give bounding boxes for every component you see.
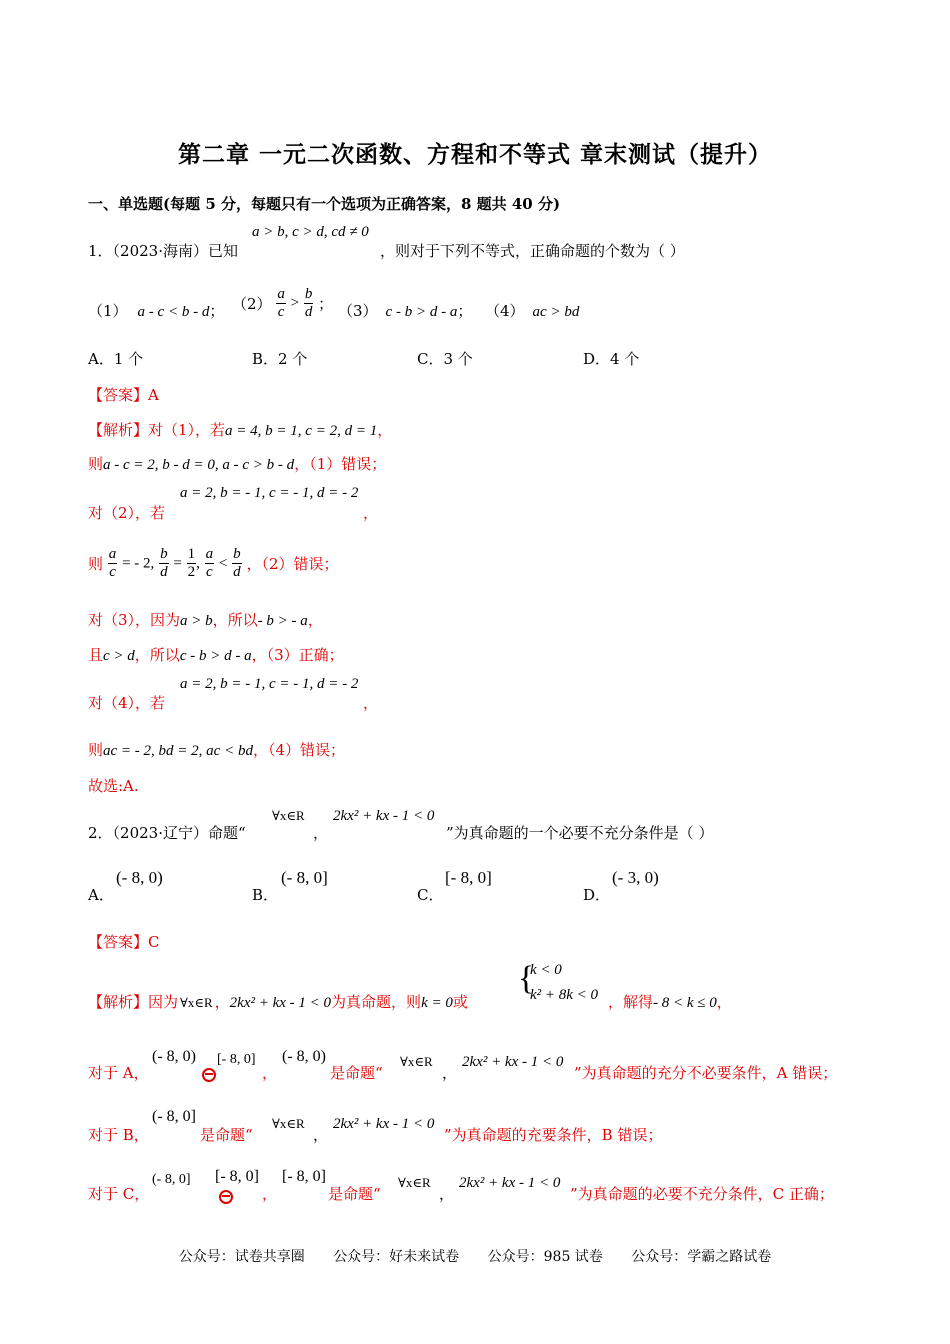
q2-suffix: ”为真命题的一个必要不充分条件是（ ） [446, 824, 714, 842]
q2-analysis-a-comma: ， [442, 1064, 458, 1082]
q1-option-c[interactable]: C．3 个 [417, 350, 473, 368]
q2-option-c-label[interactable]: C． [417, 886, 444, 904]
q2-analysis-b-ineq: 2kx² + kx - 1 < 0 [333, 1116, 435, 1132]
footer-item: 公众号：985 试卷 [487, 1249, 603, 1265]
footer-item: 公众号：学霸之路试卷 [631, 1249, 772, 1265]
q2-forall: ∀x∈R [272, 808, 305, 823]
q1-analysis-line-7: 对（4），若 [88, 694, 166, 712]
q2-analysis-c-set2: [- 8, 0] [215, 1168, 259, 1185]
q2-analysis-a-set3: (- 8, 0) [282, 1048, 326, 1065]
q2-analysis-c-sep: ， [262, 1185, 278, 1203]
q1-analysis-line-3-expr: a = 2, b = - 1, c = - 1, d = - 2 [180, 485, 359, 501]
q2-analysis-c-comma: ， [439, 1185, 455, 1203]
q2-option-d-value: (- 3, 0) [612, 868, 659, 887]
subset-arrow-icon [202, 1068, 216, 1082]
q2-analysis-a-forall: ∀x∈R [400, 1054, 433, 1069]
q1-analysis-line-3-end: ， [363, 504, 379, 522]
q2-inequality: 2kx² + kx - 1 < 0 [333, 808, 435, 824]
q2-analysis-c-mid: 是命题“ [328, 1185, 381, 1203]
q2-prefix: 2．（2023·辽宁）命题“ [88, 824, 246, 842]
system-brace: { [518, 960, 535, 997]
q2-analysis-a-set1: (- 8, 0) [152, 1048, 196, 1065]
q1-analysis-line-1: 【解析】对（1），若a = 4, b = 1, c = 2, d = 1， [88, 421, 393, 439]
q2-answer: 【答案】C [88, 933, 160, 951]
footer-item: 公众号：好未来试卷 [333, 1249, 460, 1265]
q1-analysis-line-4: 则 $\frac{a}{c}$ = - 2, $\frac{b}{d}$ = $\frac{1}{2}$ , $\frac{a}{c}$ < $\frac{b}{d}$ ，（2）错误； [88, 546, 339, 580]
q2-analysis-b: 对于 B， [88, 1126, 149, 1144]
q2-analysis-c-set3: [- 8, 0] [282, 1168, 326, 1185]
q2-analysis-b-mid: 是命题“ [200, 1126, 253, 1144]
q1-item-2: （2） $\frac{a}{c}$ > $\frac{b}{d}$ ； [232, 286, 334, 320]
q2-analysis-b-end: ”为真命题的充要条件，B 错误； [444, 1126, 663, 1144]
q1-analysis-line-3: 对（2），若 [88, 504, 166, 522]
q1-suffix: ，则对于下列不等式，正确命题的个数为（ ） [380, 242, 685, 260]
q2-system-line-1: k < 0 [530, 962, 562, 978]
q2-option-a-label[interactable]: A． [88, 886, 114, 904]
q2-analysis-a-end: ”为真命题的充分不必要条件，A 错误； [574, 1064, 838, 1082]
q1-item-4: （4） ac > bd [485, 302, 580, 320]
q2-analysis-b-forall: ∀x∈R [272, 1116, 305, 1131]
q1-analysis-line-7-end: ， [363, 694, 379, 712]
q1-condition: a > b, c > d, cd ≠ 0 [252, 224, 369, 240]
q2-option-c-value: [- 8, 0] [445, 868, 492, 887]
q2-analysis-a: 对于 A， [88, 1064, 149, 1082]
q1-item-3: （3） c - b > d - a； [338, 302, 473, 320]
q2-option-d-label[interactable]: D． [583, 886, 611, 904]
q2-analysis-c-set1: (- 8, 0] [152, 1172, 191, 1187]
q1-analysis-line-9: 故选:A. [88, 777, 139, 795]
q1-prefix: 1．（2023·海南）已知 [88, 242, 238, 260]
q1-option-b[interactable]: B．2 个 [252, 350, 308, 368]
q2-analysis-a-sep: ， [262, 1064, 278, 1082]
q1-answer: 【答案】A [88, 386, 159, 404]
page-title: 第二章 一元二次函数、方程和不等式 章末测试（提升） [177, 141, 772, 168]
q2-analysis-a-mid: 是命题“ [330, 1064, 383, 1082]
q1-option-d[interactable]: D．4 个 [583, 350, 640, 368]
q2-analysis-b-comma: ， [313, 1126, 329, 1144]
q2-analysis-c-ineq: 2kx² + kx - 1 < 0 [459, 1175, 561, 1191]
fraction-b-d: $\frac{b}{d}$ [304, 286, 313, 320]
q1-analysis-line-7-expr: a = 2, b = - 1, c = - 1, d = - 2 [180, 676, 359, 692]
q2-option-b-value: (- 8, 0] [281, 868, 328, 887]
footer-item: 公众号：试卷共享圈 [178, 1249, 305, 1265]
q2-analysis-a-ineq: 2kx² + kx - 1 < 0 [462, 1054, 564, 1070]
q2-analysis-c: 对于 C， [88, 1185, 150, 1203]
q1-analysis-line-8: 则ac = - 2, bd = 2, ac < bd，（4）错误； [88, 741, 345, 759]
fraction-a-c: $\frac{a}{c}$ [277, 286, 285, 320]
q1-analysis-line-2: 则a - c = 2, b - d = 0, a - c > b - d，（1）错误； [88, 455, 387, 473]
q2-analysis-b-set1: (- 8, 0] [152, 1108, 196, 1125]
footer [0, 1246, 950, 1266]
q1-option-a[interactable]: A．1 个 [88, 350, 144, 368]
q2-analysis-a-set2: [- 8, 0] [217, 1052, 256, 1067]
q1-stem [88, 240, 238, 261]
q2-option-b-label[interactable]: B． [252, 886, 279, 904]
q2-analysis-c-end: ”为真命题的必要不充分条件，C 正确； [570, 1185, 834, 1203]
q2-analysis-line-1: 【解析】因为 ∀x∈R ，2kx² + kx - 1 < 0为真命题，则k = 0或 [88, 993, 468, 1011]
section-heading: 一、单选题(每题 5 分，每题只有一个选项为正确答案，8 题共 40 分) [88, 195, 561, 213]
subset-arrow-icon [219, 1190, 233, 1204]
q2-system-line-2: k² + 8k < 0 [530, 987, 599, 1003]
q2-analysis-c-forall: ∀x∈R [398, 1175, 431, 1190]
q1-analysis-line-5: 对（3），因为a > b，所以- b > - a， [88, 611, 323, 629]
q2-comma: ， [313, 824, 329, 842]
q2-analysis-line-1-end: ，解得- 8 < k ≤ 0， [608, 993, 732, 1011]
q2-option-a-value: (- 8, 0) [116, 868, 163, 887]
q1-analysis-line-6: 且c > d，所以c - b > d - a，（3）正确； [88, 646, 344, 664]
q1-item-1: （1） a - c < b - d； [88, 302, 225, 320]
